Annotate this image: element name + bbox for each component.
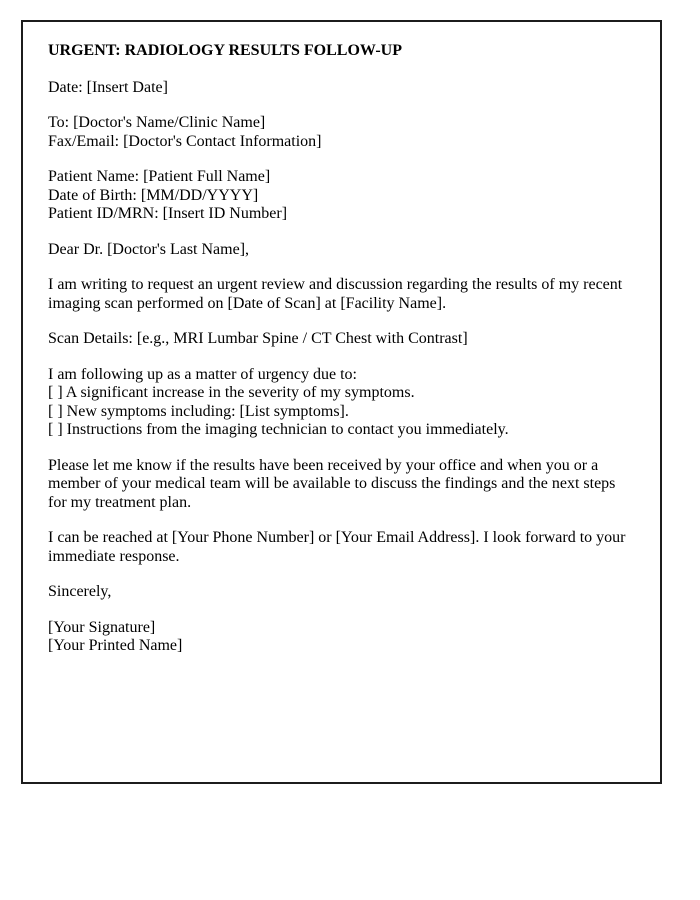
recipient-block — [48, 114, 634, 151]
urgency-intro-line: I am following up as a matter of urgency due to: — [48, 365, 357, 383]
patient-block — [48, 168, 634, 224]
paragraph-contact: I can be reached at [Your Phone Number] or [Your Email Address]. I look forward to your immediate response. — [48, 529, 626, 565]
salutation-line: Dear Dr. [Doctor's Last Name], — [48, 240, 250, 258]
letter-title: URGENT: RADIOLOGY RESULTS FOLLOW-UP — [48, 42, 402, 59]
checklist-item-new-symptoms: [ ] New symptoms including: [List symptoms]. — [48, 402, 349, 420]
fax-email-line: Fax/Email: [Doctor's Contact Information] — [48, 132, 322, 150]
letter-frame — [21, 20, 662, 784]
checklist-item-technician-instructions: [ ] Instructions from the imaging technician to contact you immediately. — [48, 421, 509, 438]
printed-name-line: [Your Printed Name] — [48, 637, 183, 654]
signature-block — [48, 619, 634, 656]
patient-dob-line: Date of Birth: [MM/DD/YYYY] — [48, 186, 259, 204]
date-line-block — [48, 79, 634, 98]
sign-off-block — [48, 583, 634, 602]
paragraph-request: I am writing to request an urgent review and discussion regarding the results of my recent imaging scan performed on [Date of Scan] at [Facility Name]. — [48, 276, 623, 312]
patient-id-line: Patient ID/MRN: [Insert ID Number] — [48, 205, 288, 222]
date-line: Date: [Insert Date] — [48, 78, 168, 96]
paragraph-scan-details-block — [48, 330, 634, 349]
sign-off-line: Sincerely, — [48, 583, 112, 600]
scan-details-line: Scan Details: [e.g., MRI Lumbar Spine / CT Chest with Contrast] — [48, 330, 468, 347]
salutation-block — [48, 241, 634, 260]
urgency-block — [48, 366, 634, 440]
to-line: To: [Doctor's Name/Clinic Name] — [48, 114, 266, 131]
signature-line: [Your Signature] — [48, 618, 156, 636]
checklist-item-severity: [ ] A significant increase in the severity of my symptoms. — [48, 384, 415, 401]
paragraph-availability: Please let me know if the results have been received by your office and when you or a member of your medical team will be available to discuss the findings and the next steps for my treatment plan. — [48, 456, 616, 511]
patient-name-line: Patient Name: [Patient Full Name] — [48, 168, 271, 185]
